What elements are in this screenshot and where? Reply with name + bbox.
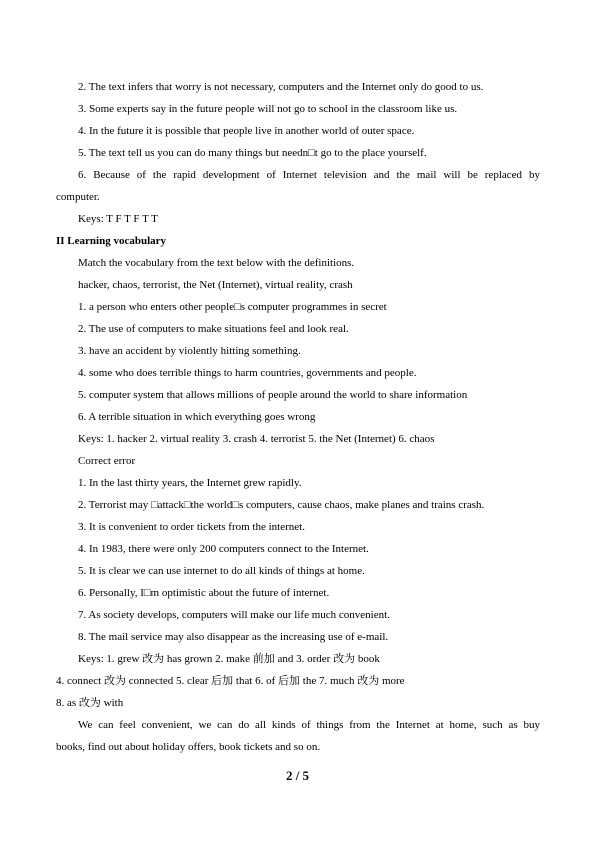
error-keys-line-3: 8. as 改为 with xyxy=(56,697,124,709)
error-keys-line-2: 4. connect 改为 connected 5. clear 后加 that 6. of 后加 the 7. much 改为 more xyxy=(56,675,405,687)
page-number: 2 / 5 xyxy=(285,768,310,783)
error-item-4: 4. In 1983, there were only 200 computers connect to the Internet. xyxy=(78,543,369,555)
error-item-6: 6. Personally, I□m optimistic about the future of internet. xyxy=(78,587,330,599)
definition-5: 5. computer system that allows millions of people around the world to share information xyxy=(78,389,468,401)
tf-statement-6-cont: computer. xyxy=(56,191,100,203)
definition-1: 1. a person who enters other people□s computer programmes in secret xyxy=(78,301,387,313)
error-item-7: 7. As society develops, computers will make our life much convenient. xyxy=(78,609,390,621)
tf-statement-3: 3. Some experts say in the future people will not go to school in the classroom like us. xyxy=(78,103,458,115)
error-item-5: 5. It is clear we can use internet to do all kinds of things at home. xyxy=(78,565,365,577)
section-title: II Learning vocabulary xyxy=(56,235,167,247)
tf-statement-2: 2. The text infers that worry is not necessary, computers and the Internet only do good to us. xyxy=(78,81,484,93)
closing-paragraph-line-1: We can feel convenient, we can do all kinds of things from the Internet at home, such as buy xyxy=(78,719,540,731)
definition-6: 6. A terrible situation in which everything goes wrong xyxy=(78,411,316,423)
error-item-2: 2. Terrorist may □attack□the world□s computers, cause chaos, make planes and trains crash. xyxy=(78,499,485,511)
correct-error-title: Correct error xyxy=(78,455,136,467)
vocab-intro: Match the vocabulary from the text below with the definitions. xyxy=(78,257,355,269)
error-item-3: 3. It is convenient to order tickets from the internet. xyxy=(78,521,305,533)
definition-2: 2. The use of computers to make situations feel and look real. xyxy=(78,323,349,335)
error-keys-line-1: Keys: 1. grew 改为 has grown 2. make 前加 and 3. order 改为 book xyxy=(78,653,380,665)
tf-statement-5: 5. The text tell us you can do many things but needn□t go to the place yourself. xyxy=(78,147,427,159)
vocab-words: hacker, chaos, terrorist, the Net (Internet), virtual reality, crash xyxy=(78,279,353,291)
error-item-1: 1. In the last thirty years, the Internet grew rapidly. xyxy=(78,477,302,489)
definition-3: 3. have an accident by violently hitting something. xyxy=(78,345,301,357)
definition-4: 4. some who does terrible things to harm countries, governments and people. xyxy=(78,367,417,379)
tf-statement-4: 4. In the future it is possible that people live in another world of outer space. xyxy=(78,125,415,137)
closing-paragraph-line-2: books, find out about holiday offers, book tickets and so on. xyxy=(56,741,321,753)
error-item-8: 8. The mail service may also disappear as the increasing use of e-mail. xyxy=(78,631,389,643)
tf-statement-6: 6. Because of the rapid development of Internet television and the mail will be replaced by xyxy=(78,169,540,181)
tf-keys: Keys: T F T F T T xyxy=(78,213,158,225)
vocab-keys: Keys: 1. hacker 2. virtual reality 3. crash 4. terrorist 5. the Net (Internet) 6. chaos xyxy=(78,433,435,445)
